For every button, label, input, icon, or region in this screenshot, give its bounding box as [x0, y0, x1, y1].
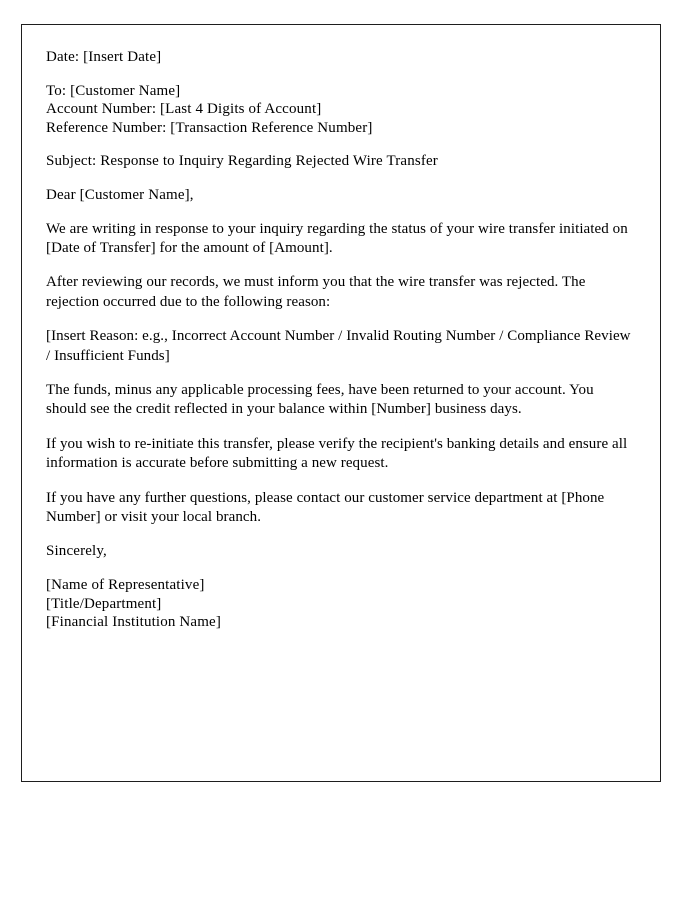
paragraph-contact-information: If you have any further questions, please contact our customer service department at [Phone Number] or visit your local branch. — [46, 489, 605, 526]
body-paragraph — [46, 435, 632, 474]
signature-representative-name: [Name of Representative] — [46, 577, 205, 594]
signature-title-department: [Title/Department] — [46, 595, 162, 612]
recipient-block — [46, 82, 632, 138]
paragraph-rejection-notice: After reviewing our records, we must inform you that the wire transfer was rejected. The rejection occurred due to the following reason: — [46, 274, 586, 310]
date-block — [46, 48, 632, 67]
subject-line: Subject: Response to Inquiry Regarding Rejected Wire Transfer — [46, 153, 438, 170]
letter-content — [46, 48, 632, 632]
body-paragraph — [46, 381, 632, 420]
salutation-line: Dear [Customer Name], — [46, 186, 194, 203]
body-paragraph — [46, 273, 632, 312]
paragraph-inquiry-response: We are writing in response to your inquiry regarding the status of your wire transfer initiated on [Date of Transfer] for the amount of [Amount]. — [46, 220, 628, 256]
paragraph-funds-returned: The funds, minus any applicable processing fees, have been returned to your account. You should see the credit reflected in your balance within [Number] business days. — [46, 382, 594, 418]
subject-block — [46, 152, 632, 171]
letter-page-border — [21, 24, 661, 782]
date-line: Date: [Insert Date] — [46, 49, 162, 65]
paragraph-rejection-reason: [Insert Reason: e.g., Incorrect Account Number / Invalid Routing Number / Compliance Review / Insufficient Funds] — [46, 328, 631, 364]
body-paragraph — [46, 327, 632, 366]
body-paragraph — [46, 489, 632, 528]
closing-line: Sincerely, — [46, 543, 107, 560]
signature-institution-name: [Financial Institution Name] — [46, 614, 221, 631]
salutation-block — [46, 186, 632, 205]
closing-block — [46, 542, 632, 561]
account-number-line: Account Number: [Last 4 Digits of Account] — [46, 101, 322, 118]
reference-number-line: Reference Number: [Transaction Reference Number] — [46, 119, 373, 136]
signature-block — [46, 576, 632, 632]
body-paragraph — [46, 220, 632, 259]
paragraph-reinitiate-instructions: If you wish to re-initiate this transfer, please verify the recipient's banking details and ensure all information is accurate before submitting a new request. — [46, 435, 628, 472]
recipient-name-line: To: [Customer Name] — [46, 82, 181, 99]
